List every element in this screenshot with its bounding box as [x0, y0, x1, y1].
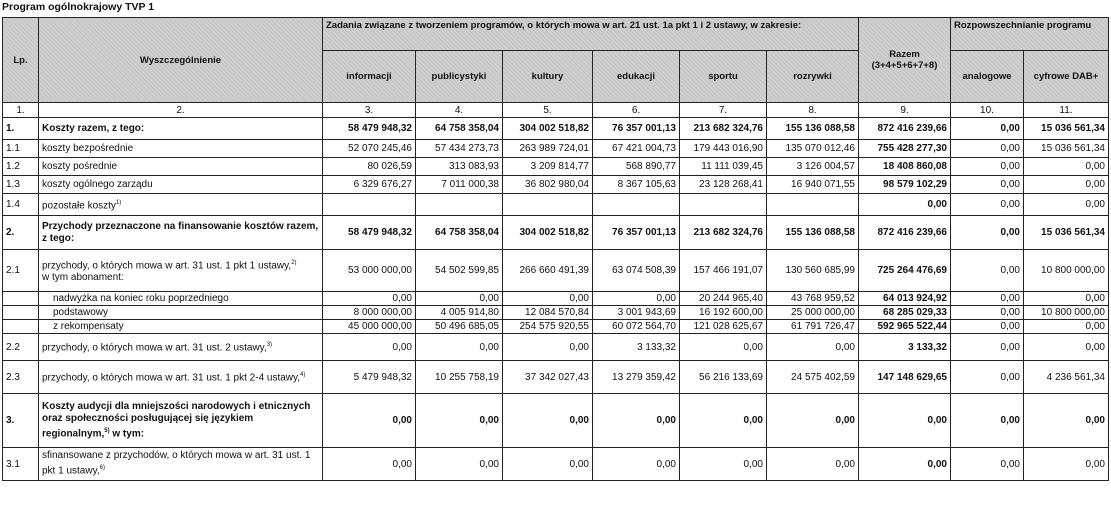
row-value: 16 940 071,55: [767, 176, 859, 194]
row-value: 155 136 088,58: [767, 216, 859, 250]
row-description: przychody, o których mowa w art. 31 ust. 1 pkt 2-4 ustawy,$^{4)}$: [39, 361, 323, 394]
row-value: 7 011 000,38: [416, 176, 503, 194]
row-value: 3 209 814,77: [503, 158, 593, 176]
row-value: 57 434 273,73: [416, 140, 503, 158]
header-wyszczegolnienie: Wyszczególnienie: [39, 18, 323, 103]
column-number: 10.: [951, 103, 1024, 118]
row-description: koszty ogólnego zarządu: [39, 176, 323, 194]
row-value: 872 416 239,66: [859, 216, 951, 250]
row-value: 130 560 685,99: [767, 250, 859, 292]
row-value: 0,00: [593, 394, 680, 448]
row-value: 213 682 324,76: [680, 216, 767, 250]
row-value: 15 036 561,34: [1024, 118, 1109, 140]
row-value: 10 800 000,00: [1024, 306, 1109, 320]
row-value: 6 329 676,27: [323, 176, 416, 194]
row-value: 0,00: [859, 394, 951, 448]
row-value: 0,00: [1024, 394, 1109, 448]
column-number: 11.: [1024, 103, 1109, 118]
header-col-6: edukacji: [593, 51, 680, 103]
header-lp: Lp.: [3, 18, 39, 103]
row-value: 5 479 948,32: [323, 361, 416, 394]
row-value: 10 255 758,19: [416, 361, 503, 394]
row-value: 0,00: [593, 448, 680, 481]
header-col-7: sportu: [680, 51, 767, 103]
row-value: 157 466 191,07: [680, 250, 767, 292]
column-number: 9.: [859, 103, 951, 118]
row-lp: 1.3: [3, 176, 39, 194]
row-value: [767, 194, 859, 216]
document-title: Program ogólnokrajowy TVP 1: [2, 1, 155, 13]
row-value: 4 236 561,34: [1024, 361, 1109, 394]
row-value: 0,00: [951, 394, 1024, 448]
table-row: [3, 216, 1109, 250]
row-value: 54 502 599,85: [416, 250, 503, 292]
row-value: 592 965 522,44: [859, 320, 951, 334]
row-description: Koszty razem, z tego:: [39, 118, 323, 140]
header-col-11: cyfrowe DAB+: [1024, 51, 1109, 103]
row-description: Koszty audycji dla mniejszości narodowych i etnicznych oraz społeczności posługującej się językiem regionalnym,$^{5)}$ w tym:: [39, 394, 323, 448]
row-lp: [3, 320, 39, 334]
row-value: 8 367 105,63: [593, 176, 680, 194]
row-value: 0,00: [680, 334, 767, 361]
row-lp: 3.1: [3, 448, 39, 481]
row-value: 60 072 564,70: [593, 320, 680, 334]
header-col-3: informacji: [323, 51, 416, 103]
row-value: 10 800 000,00: [1024, 250, 1109, 292]
row-value: 147 148 629,65: [859, 361, 951, 394]
row-value: 0,00: [503, 448, 593, 481]
row-value: 0,00: [593, 292, 680, 306]
column-number: 6.: [593, 103, 680, 118]
row-lp: 2.1: [3, 250, 39, 292]
row-value: 0,00: [416, 292, 503, 306]
column-number: 8.: [767, 103, 859, 118]
row-value: 13 279 359,42: [593, 361, 680, 394]
row-value: 16 192 600,00: [680, 306, 767, 320]
row-value: 98 579 102,29: [859, 176, 951, 194]
row-value: 8 000 000,00: [323, 306, 416, 320]
row-value: 755 428 277,30: [859, 140, 951, 158]
row-value: 304 002 518,82: [503, 118, 593, 140]
header-col-4: publicystyki: [416, 51, 503, 103]
table-row: [3, 176, 1109, 194]
row-value: 0,00: [1024, 320, 1109, 334]
row-description: podstawowy: [39, 306, 323, 320]
row-lp: 1.: [3, 118, 39, 140]
row-lp: [3, 306, 39, 320]
row-value: 15 036 561,34: [1024, 140, 1109, 158]
row-value: 0,00: [680, 394, 767, 448]
row-value: 64 758 358,04: [416, 118, 503, 140]
row-description: pozostałe koszty$^{1)}$: [39, 194, 323, 216]
column-number: 5.: [503, 103, 593, 118]
row-value: 0,00: [951, 194, 1024, 216]
row-value: 0,00: [1024, 194, 1109, 216]
table-row: [3, 361, 1109, 394]
row-lp: 2.2: [3, 334, 39, 361]
row-value: 0,00: [1024, 158, 1109, 176]
row-value: 179 443 016,90: [680, 140, 767, 158]
column-number: 1.: [3, 103, 39, 118]
row-value: 15 036 561,34: [1024, 216, 1109, 250]
row-value: 0,00: [767, 334, 859, 361]
row-value: 64 758 358,04: [416, 216, 503, 250]
table-row: [3, 118, 1109, 140]
row-value: 304 002 518,82: [503, 216, 593, 250]
row-value: 80 026,59: [323, 158, 416, 176]
row-value: 25 000 000,00: [767, 306, 859, 320]
column-number: 2.: [39, 103, 323, 118]
row-description: koszty pośrednie: [39, 158, 323, 176]
row-value: 0,00: [503, 334, 593, 361]
row-value: 0,00: [1024, 292, 1109, 306]
table-row: [3, 140, 1109, 158]
row-value: 18 408 860,08: [859, 158, 951, 176]
row-description: sfinansowane z przychodów, o których mowa w art. 31 ust. 1 pkt 1 ustawy,$^{6)}$: [39, 448, 323, 481]
row-value: 23 128 268,41: [680, 176, 767, 194]
row-value: 3 133,32: [859, 334, 951, 361]
header-zadania: Zadania związane z tworzeniem programów, o których mowa w art. 21 ust. 1a pkt 1 i 2 ustawy, w zakresie:: [323, 18, 859, 51]
row-description: koszty bezpośrednie: [39, 140, 323, 158]
row-value: 0,00: [951, 306, 1024, 320]
row-value: 43 768 959,52: [767, 292, 859, 306]
row-value: 135 070 012,46: [767, 140, 859, 158]
table-row: [3, 306, 1109, 320]
row-description: nadwyżka na koniec roku poprzedniego: [39, 292, 323, 306]
row-value: 3 126 004,57: [767, 158, 859, 176]
row-value: [680, 194, 767, 216]
row-description: Przychody przeznaczone na finansowanie kosztów razem, z tego:: [39, 216, 323, 250]
row-description: przychody, o których mowa w art. 31 ust. 2 ustawy,$^{3)}$: [39, 334, 323, 361]
row-value: 0,00: [951, 250, 1024, 292]
row-value: 76 357 001,13: [593, 118, 680, 140]
table-row: [3, 334, 1109, 361]
row-lp: 3.: [3, 394, 39, 448]
row-value: 0,00: [416, 448, 503, 481]
row-value: 53 000 000,00: [323, 250, 416, 292]
row-value: 0,00: [951, 292, 1024, 306]
row-value: 725 264 476,69: [859, 250, 951, 292]
row-value: 36 802 980,04: [503, 176, 593, 194]
row-value: 0,00: [951, 176, 1024, 194]
row-value: 0,00: [859, 448, 951, 481]
table-row: [3, 320, 1109, 334]
row-value: 0,00: [323, 394, 416, 448]
table-row: [3, 250, 1109, 292]
table-row: [3, 194, 1109, 216]
row-value: 254 575 920,55: [503, 320, 593, 334]
table-row: [3, 394, 1109, 448]
row-value: 313 083,93: [416, 158, 503, 176]
row-value: 0,00: [767, 448, 859, 481]
row-value: 266 660 491,39: [503, 250, 593, 292]
header-col-10: analogowe: [951, 51, 1024, 103]
row-value: 67 421 004,73: [593, 140, 680, 158]
row-value: 37 342 027,43: [503, 361, 593, 394]
row-value: 64 013 924,92: [859, 292, 951, 306]
row-value: 76 357 001,13: [593, 216, 680, 250]
row-lp: 1.4: [3, 194, 39, 216]
column-number: 7.: [680, 103, 767, 118]
row-value: 0,00: [951, 334, 1024, 361]
header-col-5: kultury: [503, 51, 593, 103]
row-value: 58 479 948,32: [323, 216, 416, 250]
row-value: 0,00: [323, 292, 416, 306]
row-value: 11 111 039,45: [680, 158, 767, 176]
row-value: 0,00: [503, 394, 593, 448]
row-value: 0,00: [951, 448, 1024, 481]
row-value: 0,00: [951, 216, 1024, 250]
row-value: [593, 194, 680, 216]
row-value: 45 000 000,00: [323, 320, 416, 334]
row-value: 50 496 685,05: [416, 320, 503, 334]
row-description: z rekompensaty: [39, 320, 323, 334]
row-value: 0,00: [859, 194, 951, 216]
row-value: 24 575 402,59: [767, 361, 859, 394]
row-value: 0,00: [1024, 448, 1109, 481]
table-row: [3, 158, 1109, 176]
column-number: 4.: [416, 103, 503, 118]
row-value: 3 001 943,69: [593, 306, 680, 320]
row-value: 213 682 324,76: [680, 118, 767, 140]
row-description: przychody, o których mowa w art. 31 ust. 1 pkt 1 ustawy,$^{2)}$ w tym abonament:: [39, 250, 323, 292]
row-value: 0,00: [1024, 334, 1109, 361]
row-value: 3 133,32: [593, 334, 680, 361]
row-value: 12 084 570,84: [503, 306, 593, 320]
row-value: 0,00: [680, 448, 767, 481]
row-lp: [3, 292, 39, 306]
row-value: 0,00: [951, 140, 1024, 158]
row-value: [323, 194, 416, 216]
row-value: 63 074 508,39: [593, 250, 680, 292]
row-value: 121 028 625,67: [680, 320, 767, 334]
header-razem: Razem (3+4+5+6+7+8): [859, 18, 951, 103]
row-value: 61 791 726,47: [767, 320, 859, 334]
row-value: 0,00: [323, 334, 416, 361]
row-value: 263 989 724,01: [503, 140, 593, 158]
header-col-8: rozrywki: [767, 51, 859, 103]
row-value: [416, 194, 503, 216]
row-value: 58 479 948,32: [323, 118, 416, 140]
row-value: [503, 194, 593, 216]
row-value: 0,00: [503, 292, 593, 306]
row-value: 0,00: [951, 158, 1024, 176]
row-value: 568 890,77: [593, 158, 680, 176]
row-lp: 1.2: [3, 158, 39, 176]
table-row: [3, 292, 1109, 306]
row-value: 155 136 088,58: [767, 118, 859, 140]
header-rozpowszechnianie: Rozpowszechnianie programu: [951, 18, 1109, 51]
row-value: 4 005 914,80: [416, 306, 503, 320]
row-value: 0,00: [951, 361, 1024, 394]
row-lp: 2.3: [3, 361, 39, 394]
table-row: [3, 448, 1109, 481]
row-lp: 2.: [3, 216, 39, 250]
row-lp: 1.1: [3, 140, 39, 158]
row-value: 68 285 029,33: [859, 306, 951, 320]
row-value: 0,00: [416, 394, 503, 448]
row-value: 0,00: [767, 394, 859, 448]
row-value: 0,00: [323, 448, 416, 481]
row-value: 20 244 965,40: [680, 292, 767, 306]
row-value: 56 216 133,69: [680, 361, 767, 394]
row-value: 0,00: [951, 320, 1024, 334]
row-value: 52 070 245,46: [323, 140, 416, 158]
row-value: 0,00: [1024, 176, 1109, 194]
row-value: 872 416 239,66: [859, 118, 951, 140]
budget-table: [2, 17, 1109, 481]
row-value: 0,00: [416, 334, 503, 361]
row-value: 0,00: [951, 118, 1024, 140]
column-number: 3.: [323, 103, 416, 118]
